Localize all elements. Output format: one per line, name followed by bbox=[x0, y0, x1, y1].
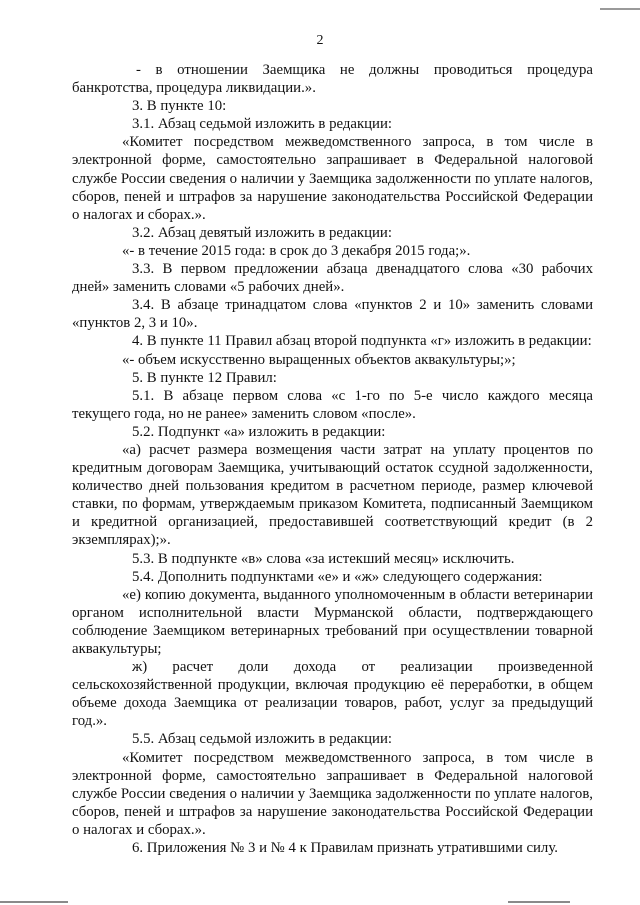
paragraph-quote-aquaculture: «- объем искусственно выращенных объектов аквакультуры;»; bbox=[122, 351, 516, 368]
paragraph-item-5-3: 5.3. В подпункте «в» слова «за истекший месяц» исключить. bbox=[132, 550, 515, 567]
paragraph-quote-subitem-a: «а) расчет размера возмещения части затрат на уплату процентов по кредитным договорам Заемщика, учитывающий остаток ссудной задолженности, количество дней пользования кредитом в расчетном периоде, размер ключевой ставки, по формам, утверждаемым приказом Комитета, подписанный Заемщиком и кредитной организацией, предоставившей соответствующий кредит (в 2 экземплярах);». bbox=[72, 441, 593, 549]
paragraph-item-5-2: 5.2. Подпункт «а» изложить в редакции: bbox=[132, 423, 386, 440]
paragraph-item-5-4: 5.4. Дополнить подпунктами «е» и «ж» следующего содержания: bbox=[132, 568, 543, 585]
paragraph-item-5-1: 5.1. В абзаце первом слова «с 1-го по 5-е число каждого месяца текущего года, но не ранее» заменить словом «после». bbox=[72, 387, 593, 422]
paragraph-dash-bankruptcy: - в отношении Заемщика не должны проводиться процедура банкротства, процедура ликвидации.». bbox=[72, 62, 593, 97]
paragraph-item-6: 6. Приложения № 3 и № 4 к Правилам признать утратившими силу. bbox=[132, 840, 558, 857]
scan-footer-mark-left bbox=[0, 901, 68, 903]
paragraph-item-5: 5. В пункте 12 Правил: bbox=[132, 369, 277, 386]
scan-edge-mark bbox=[600, 8, 640, 10]
document-body bbox=[72, 61, 593, 857]
paragraph-item-3-1: 3.1. Абзац седьмой изложить в редакции: bbox=[132, 116, 393, 133]
page-number: 2 bbox=[316, 33, 324, 48]
scan-footer-mark-right bbox=[508, 901, 570, 903]
paragraph-subitem-zh: ж) расчет доли дохода от реализации произведенной сельскохозяйственной продукции, включая продукцию её переработки, в общем объеме дохода Заемщика от реализации товаров, работ, услуг за предыдущий год.». bbox=[72, 659, 593, 730]
paragraph-item-4: 4. В пункте 11 Правил абзац второй подпункта «г» изложить в редакции: bbox=[132, 333, 592, 350]
paragraph-item-3: 3. В пункте 10: bbox=[132, 98, 227, 115]
paragraph-quote-subitem-e: «е) копию документа, выданного уполномоченным в области ветеринарии органом исполнительной власти Мурманской области, подтверждающего соблюдение Заемщиком ветеринарных требований при осуществлении товарной аквакультуры; bbox=[72, 586, 593, 657]
paragraph-quote-committee-2: «Комитет посредством межведомственного запроса, в том числе в электронной форме, самостоятельно запрашивает в Федеральной налоговой службе России сведения о наличии у Заемщика задолженности по уплате налогов, сборов, пеней и штрафов за нарушение законодательства Российской Федерации о налогах и сборах.». bbox=[72, 749, 593, 838]
paragraph-item-5-5: 5.5. Абзац седьмой изложить в редакции: bbox=[132, 731, 393, 748]
paragraph-item-3-3: 3.3. В первом предложении абзаца двенадцатого слова «30 рабочих дней» заменить словами «5 рабочих дней». bbox=[72, 261, 593, 296]
paragraph-item-3-2: 3.2. Абзац девятый изложить в редакции: bbox=[132, 224, 392, 241]
paragraph-item-3-4: 3.4. В абзаце тринадцатом слова «пунктов 2 и 10» заменить словами «пунктов 2, 3 и 10». bbox=[72, 297, 593, 332]
paragraph-quote-committee-1: «Комитет посредством межведомственного запроса, в том числе в электронной форме, самостоятельно запрашивает в Федеральной налоговой службе России сведения о наличии у Заемщика задолженности по уплате налогов, сборов, пеней и штрафов за нарушение законодательства Российской Федерации о налогах и сборах.». bbox=[72, 134, 593, 223]
paragraph-quote-deadline: «- в течение 2015 года: в срок до 3 декабря 2015 года;». bbox=[122, 242, 471, 259]
